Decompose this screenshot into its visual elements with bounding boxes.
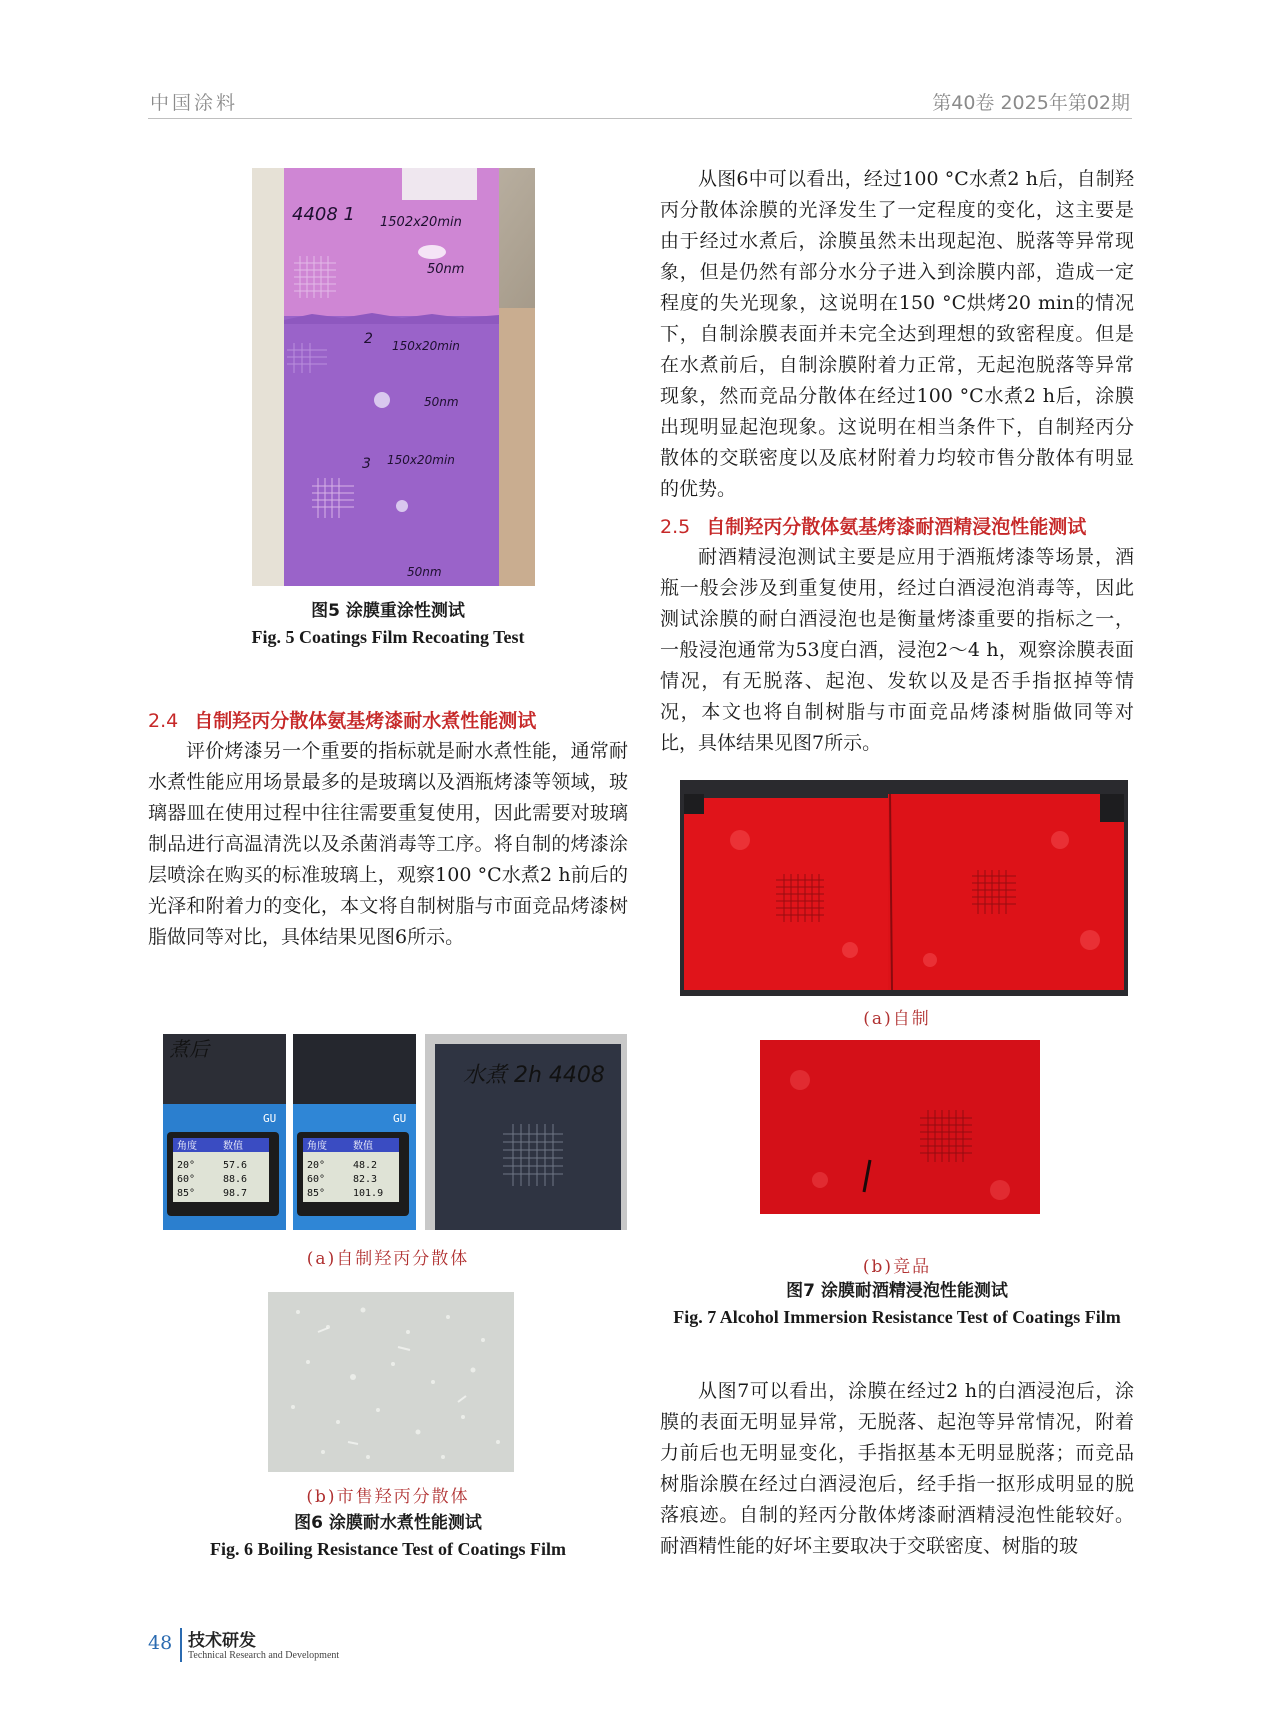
section-2-4-body: 评价烤漆另一个重要的指标就是耐水煮性能，通常耐水煮性能应用场景最多的是玻璃以及酒瓶烤漆等领域，玻璃器皿在使用过程中往往需要重复使用，因此需要对玻璃制品进行高温清洗以及杀菌消毒等工序。将自制的烤漆涂层喷涂在购买的标准玻璃上，观察100 °C水煮2 h前后的光泽和附着力的变化，本文将自制树脂与市面竞品烤漆树脂做同等对比，具体结果见图6所示。 xyxy=(148,740,628,948)
section-2-4-heading xyxy=(148,706,628,736)
page-number: 48 xyxy=(148,1632,173,1654)
fig5-hand-2: 1502x20min xyxy=(380,215,462,230)
right-paragraph-2-text: 从图7可以看出，涂膜在经过2 h的白酒浸泡后，涂膜的表面无明显异常，无脱落、起泡等异常情况，附着力前后也无明显变化，手指抠基本无明显脱落；而竞品树脂涂膜在经过白酒浸泡后，经手指一抠形成明显的脱落痕迹。自制的羟丙分散体烤漆耐酒精浸泡性能较好。耐酒精性能的好坏主要取决于交联密度、树脂的玻 xyxy=(660,1380,1134,1557)
meter-a-r2-value: 88.6 xyxy=(223,1174,248,1185)
right-paragraph-2 xyxy=(660,1376,1134,1562)
issue-info: 第40卷 2025年第02期 xyxy=(932,92,1130,114)
fig6-caption-en: Fig. 6 Boiling Resistance Test of Coatings Film xyxy=(209,1539,566,1559)
footer-section-en: Technical Research and Development xyxy=(188,1650,340,1661)
meter-a-r1-label: 20° xyxy=(177,1160,196,1171)
meter-a-head-2: 数值 xyxy=(223,1141,243,1152)
fig7-subcaption-b: (b)竞品 xyxy=(862,1257,932,1277)
fig5-caption xyxy=(148,598,628,650)
meter-b-r3-value: 101.9 xyxy=(353,1188,384,1199)
fig6-subcaption-b: (b)市售羟丙分散体 xyxy=(306,1487,470,1507)
fig6-subcaption-a: (a)自制羟丙分散体 xyxy=(306,1249,470,1269)
fig5-photo xyxy=(252,168,535,586)
meter-b-head-1: 角度 xyxy=(307,1141,327,1152)
fig5-caption-cn: 图5 涂膜重涂性测试 xyxy=(311,601,465,621)
meter-a-brand: GU xyxy=(263,1112,277,1125)
meter-b-head-2: 数值 xyxy=(353,1141,373,1152)
fig6-hand-2: 水煮 2h 4408 xyxy=(463,1063,605,1088)
meter-a-r2-label: 60° xyxy=(177,1174,196,1185)
fig6b-photo xyxy=(268,1292,514,1472)
fig6-caption xyxy=(148,1510,628,1562)
section-2-4-title: 自制羟丙分散体氨基烤漆耐水煮性能测试 xyxy=(194,710,537,732)
fig5-hand-3: 50nm xyxy=(427,262,465,277)
fig6a-photos xyxy=(163,1034,627,1230)
fig7-caption-cn: 图7 涂膜耐酒精浸泡性能测试 xyxy=(786,1281,1008,1301)
section-2-5-body: 耐酒精浸泡测试主要是应用于酒瓶烤漆等场景，酒瓶一般会涉及到重复使用，经过白酒浸泡消毒等，因此测试涂膜的耐白酒浸泡也是衡量烤漆重要的指标之一，一般浸泡通常为53度白酒，浸泡2～4 h，观察涂膜表面情况，有无脱落、起泡、发软以及是否手指抠掉等情况，本文也将自制树脂与市面竞品烤漆树脂做同等对比，具体结果见图7所示。 xyxy=(660,546,1134,754)
section-2-5-title: 自制羟丙分散体氨基烤漆耐酒精浸泡性能测试 xyxy=(706,516,1087,538)
fig7a-photo xyxy=(680,780,1128,996)
fig6-hand-1: 煮后 xyxy=(169,1037,209,1061)
section-2-4-number: 2.4 xyxy=(148,710,179,732)
meter-b-brand: GU xyxy=(393,1112,407,1125)
section-2-4 xyxy=(148,706,628,953)
fig7b-photo xyxy=(760,1040,1040,1214)
fig5-hand-9: 50nm xyxy=(407,565,442,579)
fig7-subcaption-a: (a)自制 xyxy=(863,1009,931,1029)
meter-a-r3-label: 85° xyxy=(177,1188,196,1199)
fig5-hand-6: 50nm xyxy=(424,395,459,409)
meter-b-r2-label: 60° xyxy=(307,1174,326,1185)
right-paragraph-1-text: 从图6中可以看出，经过100 °C水煮2 h后，自制羟丙分散体涂膜的光泽发生了一定程度的变化，这主要是由于经过水煮后，涂膜虽然未出现起泡、脱落等异常现象，但是仍然有部分水分子进入到涂膜内部，造成一定程度的失光现象，这说明在150 °C烘烤20 min的情况下，自制涂膜表面并未完全达到理想的致密程度。但是在水煮前后，自制涂膜附着力正常，无起泡脱落等异常现象，然而竞品分散体在经过100 °C水煮2 h后，涂膜出现明显起泡现象。这说明在相当条件下，自制羟丙分散体的交联密度以及底材附着力均较市售分散体有明显的优势。 xyxy=(660,168,1134,500)
footer-divider xyxy=(180,1628,182,1662)
fig5-caption-en: Fig. 5 Coatings Film Recoating Test xyxy=(251,627,525,647)
running-header xyxy=(148,86,1132,119)
journal-name: 中国涂料 xyxy=(150,92,239,114)
fig5-hand-4: 2 xyxy=(364,331,373,347)
meter-b-r1-value: 48.2 xyxy=(353,1160,378,1171)
fig7-caption-en: Fig. 7 Alcohol Immersion Resistance Test of Coatings Film xyxy=(673,1307,1121,1327)
fig7-caption xyxy=(660,1278,1134,1330)
fig6-caption-cn: 图6 涂膜耐水煮性能测试 xyxy=(294,1513,482,1533)
section-2-5-number: 2.5 xyxy=(660,516,691,538)
meter-b-r1-label: 20° xyxy=(307,1160,326,1171)
footer-section-cn: 技术研发 xyxy=(188,1631,256,1651)
section-2-5-heading xyxy=(660,512,1134,542)
meter-a-r3-value: 98.7 xyxy=(223,1188,248,1199)
meter-b-r2-value: 82.3 xyxy=(353,1174,378,1185)
meter-a-r1-value: 57.6 xyxy=(223,1160,248,1171)
fig5-hand-7: 3 xyxy=(362,456,371,472)
meter-b-r3-label: 85° xyxy=(307,1188,326,1199)
right-paragraph-1 xyxy=(660,164,1134,505)
fig5-hand-5: 150x20min xyxy=(392,339,460,353)
meter-a-head-1: 角度 xyxy=(177,1141,197,1152)
section-2-5 xyxy=(660,512,1134,759)
fig5-hand-8: 150x20min xyxy=(387,453,455,467)
fig5-hand-1: 4408 1 xyxy=(292,204,355,225)
